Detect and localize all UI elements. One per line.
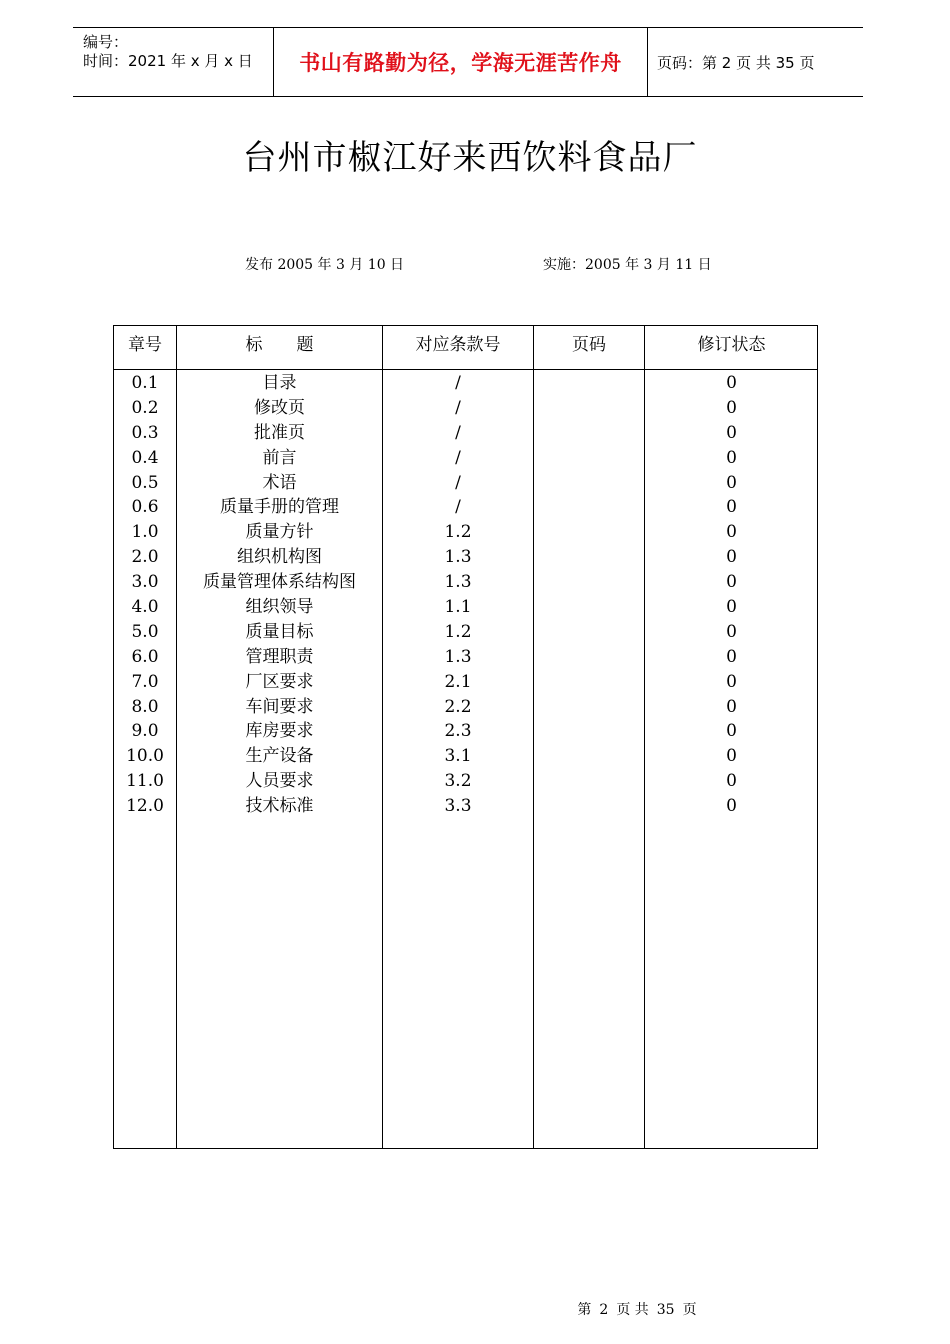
cell-status: 0 xyxy=(726,397,737,418)
serial-number-label: 编号： xyxy=(83,33,129,51)
cell-clause: 1.1 xyxy=(444,597,472,618)
table-row xyxy=(114,570,817,595)
cell-title: 厂区要求 xyxy=(245,671,314,692)
cell-clause: 2.3 xyxy=(444,721,472,742)
column-header-title: 标 题 xyxy=(245,335,314,355)
cell-status: 0 xyxy=(726,671,737,692)
cell-chapter: 1.0 xyxy=(131,522,159,543)
cell-clause: 1.2 xyxy=(444,522,472,543)
cell-status: 0 xyxy=(726,373,737,393)
table-row xyxy=(114,794,817,819)
cell-status: 0 xyxy=(726,572,737,593)
cell-chapter: 9.0 xyxy=(131,721,159,742)
cell-chapter: 4.0 xyxy=(131,597,159,618)
cell-chapter: 6.0 xyxy=(131,646,159,667)
cell-chapter: 0.3 xyxy=(131,422,159,443)
cell-chapter: 0.2 xyxy=(131,397,159,418)
cell-title: 组织领导 xyxy=(245,597,314,618)
column-header-page: 页码 xyxy=(572,335,606,355)
cell-title: 批准页 xyxy=(254,422,305,443)
cell-status: 0 xyxy=(726,547,737,568)
page-footer xyxy=(0,1299,950,1319)
cell-clause: 3.1 xyxy=(444,746,472,767)
cell-chapter: 0.4 xyxy=(131,447,159,468)
column-header-status: 修订状态 xyxy=(697,335,766,355)
cell-title: 修改页 xyxy=(254,397,305,418)
cell-clause: / xyxy=(455,472,461,493)
table-row xyxy=(114,421,817,446)
table-row xyxy=(114,495,817,520)
column-header-chapter: 章号 xyxy=(128,335,162,355)
cell-chapter: 0.5 xyxy=(131,472,159,493)
cell-title: 组织机构图 xyxy=(237,547,322,568)
header-motto: 书山有路勤为径，学海无涯苦作舟 xyxy=(299,51,622,75)
cell-chapter: 11.0 xyxy=(126,771,164,792)
table-row xyxy=(114,396,817,421)
cell-clause: / xyxy=(455,373,461,393)
header-info-cell xyxy=(73,28,273,96)
cell-title: 质量手册的管理 xyxy=(220,497,339,518)
table-row xyxy=(114,371,817,396)
cell-clause: 1.2 xyxy=(444,621,472,642)
table-row xyxy=(114,695,817,720)
table-row xyxy=(114,744,817,769)
column-header-clause: 对应条款号 xyxy=(415,335,501,355)
cell-chapter: 8.0 xyxy=(131,696,159,717)
cell-chapter: 3.0 xyxy=(131,572,159,593)
cell-status: 0 xyxy=(726,422,737,443)
cell-clause: 2.2 xyxy=(444,696,472,717)
cell-status: 0 xyxy=(726,746,737,767)
cell-status: 0 xyxy=(726,472,737,493)
footer-middle: 页 共 xyxy=(616,1302,649,1318)
document-title: 台州市椒江好来西饮料食品厂 xyxy=(242,138,698,178)
cell-clause: 1.3 xyxy=(444,572,472,593)
cell-title: 库房要求 xyxy=(245,721,314,742)
cell-clause: / xyxy=(455,422,461,443)
table-row xyxy=(114,545,817,570)
footer-page-number: 2 xyxy=(599,1302,609,1318)
table-row xyxy=(114,620,817,645)
implement-date: 实施：2005 年 3 月 11 日 xyxy=(543,257,712,273)
cell-title: 技术标准 xyxy=(245,796,314,817)
cell-clause: / xyxy=(455,447,461,468)
footer-suffix: 页 xyxy=(682,1302,697,1318)
cell-clause: / xyxy=(455,497,461,518)
cell-title: 质量目标 xyxy=(245,621,314,642)
table-row xyxy=(114,595,817,620)
cell-title: 术语 xyxy=(262,472,297,493)
table-row xyxy=(114,670,817,695)
cell-status: 0 xyxy=(726,721,737,742)
cell-chapter: 5.0 xyxy=(131,621,159,642)
page-header xyxy=(73,27,863,97)
cell-chapter: 12.0 xyxy=(126,796,164,817)
cell-clause: 3.3 xyxy=(444,796,472,817)
cell-title: 管理职责 xyxy=(245,646,314,667)
cell-clause: 2.1 xyxy=(444,671,472,692)
table-row xyxy=(114,446,817,471)
cell-chapter: 0.1 xyxy=(131,373,159,393)
table-body xyxy=(114,371,817,819)
time-label: 时间：2021 年 x 月 x 日 xyxy=(83,52,253,70)
cell-title: 生产设备 xyxy=(245,746,314,767)
cell-clause: 3.2 xyxy=(444,771,472,792)
cell-status: 0 xyxy=(726,696,737,717)
cell-chapter: 2.0 xyxy=(131,547,159,568)
cell-clause: / xyxy=(455,397,461,418)
cell-status: 0 xyxy=(726,447,737,468)
cell-chapter: 7.0 xyxy=(131,671,159,692)
cell-title: 质量管理体系结构图 xyxy=(203,572,356,593)
cell-title: 人员要求 xyxy=(245,771,314,792)
cell-title: 目录 xyxy=(262,373,297,393)
table-row xyxy=(114,471,817,496)
footer-prefix: 第 xyxy=(577,1302,592,1318)
publish-date: 发布 2005 年 3 月 10 日 xyxy=(245,257,405,273)
cell-status: 0 xyxy=(726,522,737,543)
cell-chapter: 10.0 xyxy=(126,746,164,767)
table-row xyxy=(114,645,817,670)
table-row xyxy=(114,769,817,794)
contents-table xyxy=(113,325,818,1149)
cell-status: 0 xyxy=(726,597,737,618)
table-row xyxy=(114,719,817,744)
header-row-divider xyxy=(114,369,817,370)
footer-total-pages: 35 xyxy=(656,1302,675,1318)
header-page-info: 页码：第 2 页 共 35 页 xyxy=(657,54,815,72)
table-row xyxy=(114,520,817,545)
cell-clause: 1.3 xyxy=(444,547,472,568)
cell-clause: 1.3 xyxy=(444,646,472,667)
cell-status: 0 xyxy=(726,621,737,642)
cell-status: 0 xyxy=(726,796,737,817)
cell-status: 0 xyxy=(726,497,737,518)
cell-title: 质量方针 xyxy=(245,522,314,543)
cell-title: 前言 xyxy=(262,447,297,468)
cell-status: 0 xyxy=(726,646,737,667)
cell-title: 车间要求 xyxy=(245,696,314,717)
cell-chapter: 0.6 xyxy=(131,497,159,518)
header-divider xyxy=(647,28,648,96)
cell-status: 0 xyxy=(726,771,737,792)
